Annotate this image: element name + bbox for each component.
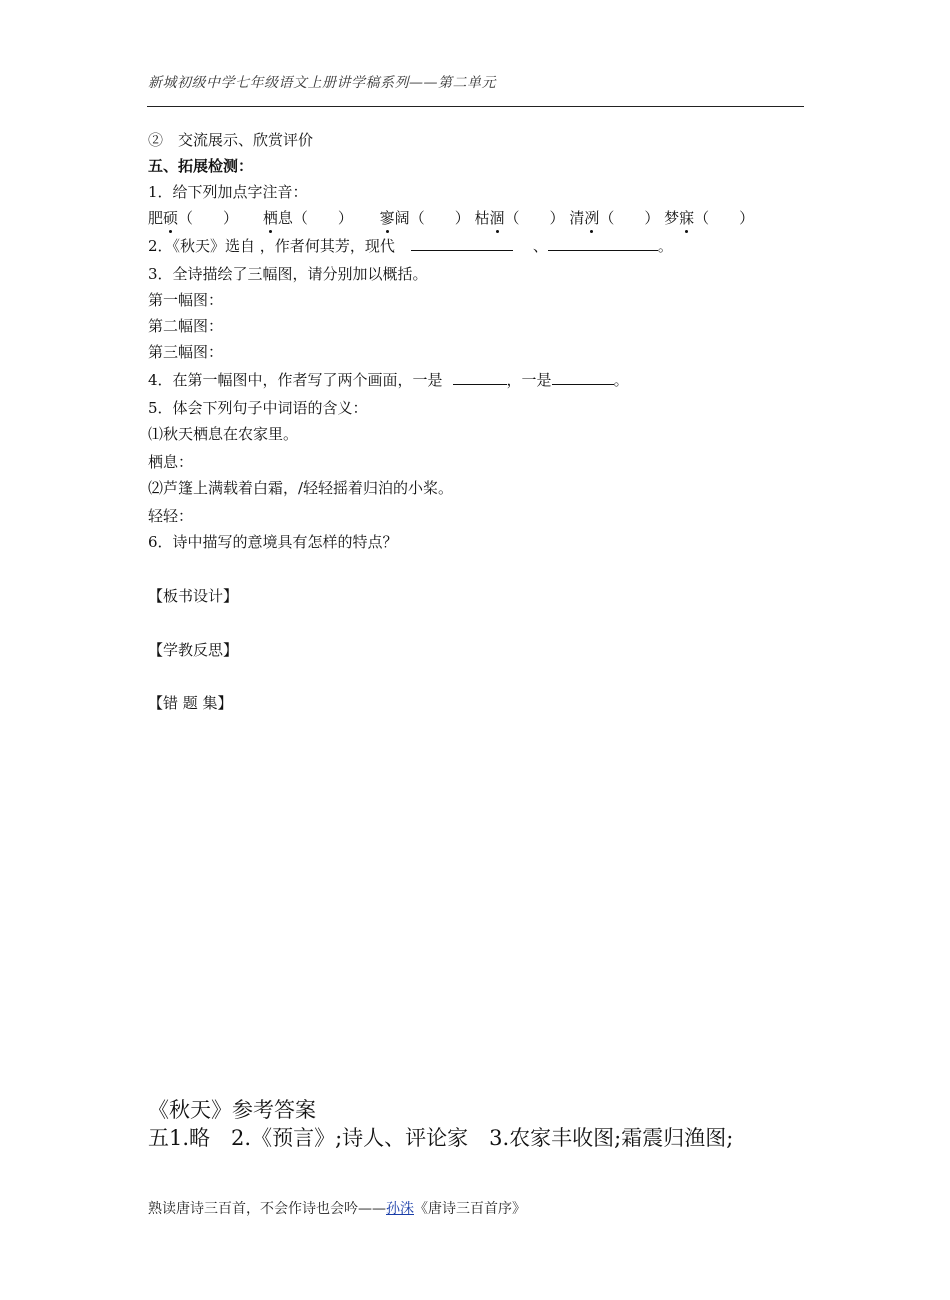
question-6: 6．诗中描写的意境具有怎样的特点？ — [148, 533, 398, 551]
pinyin-item: 肥硕（ ） — [148, 209, 239, 227]
picture-2-label: 第二幅图： — [148, 317, 224, 335]
answer-key-line: 五1.略 2.《预言》;诗人、评论家 3.农家丰收图;霜震归渔图; — [148, 1126, 734, 1150]
board-design-heading: 【板书设计】 — [148, 587, 239, 605]
reflection-heading: 【学教反思】 — [148, 641, 239, 659]
pinyin-item: 寥阔（ ） — [379, 209, 470, 227]
page-header: 新城初级中学七年级语文上册讲学稿系列——第二单元 — [148, 75, 496, 91]
question-1: 1．给下列加点字注音： — [148, 183, 308, 201]
pinyin-item: 清冽（ ） — [569, 209, 660, 227]
question-3: 3．全诗描绘了三幅图，请分别加以概括。 — [148, 265, 428, 283]
author-link[interactable]: 孙洙 — [386, 1201, 414, 1217]
sentence-2: ⑵芦篷上满载着白霜，/轻轻摇着归泊的小桨。 — [148, 479, 454, 497]
question-4: 4．在第一幅图中，作者写了两个画面，一是 ，一是 。 — [148, 371, 629, 389]
pinyin-item: 梦寐（ ） — [664, 209, 755, 227]
word-2-label: 轻轻： — [148, 507, 194, 525]
picture-3-label: 第三幅图： — [148, 343, 224, 361]
answer-blank — [411, 236, 513, 251]
answer-blank — [548, 236, 658, 251]
answer-key-title: 《秋天》参考答案 — [148, 1098, 316, 1122]
pinyin-item: 枯涸（ ） — [474, 209, 565, 227]
question-2: 2．《秋天》选自 ，作者何其芳，现代 、 。 — [148, 237, 673, 255]
error-collection-heading: 【错 题 集】 — [148, 694, 233, 712]
pinyin-items-row — [148, 208, 754, 228]
answer-blank — [552, 370, 614, 385]
header-divider — [147, 106, 804, 107]
picture-1-label: 第一幅图： — [148, 291, 224, 309]
section-heading-extension: 五、拓展检测： — [148, 157, 254, 175]
sentence-1: ⑴秋天栖息在农家里。 — [148, 425, 299, 443]
step-exchange: ② 交流展示、欣赏评价 — [148, 131, 314, 149]
answer-blank — [453, 370, 507, 385]
page-footer: 熟读唐诗三百首，不会作诗也会吟——孙洙《唐诗三百首序》 — [148, 1201, 526, 1217]
pinyin-item: 栖息（ ） — [262, 209, 353, 227]
word-1-label: 栖息： — [148, 453, 194, 471]
question-5: 5．体会下列句子中词语的含义： — [148, 399, 368, 417]
